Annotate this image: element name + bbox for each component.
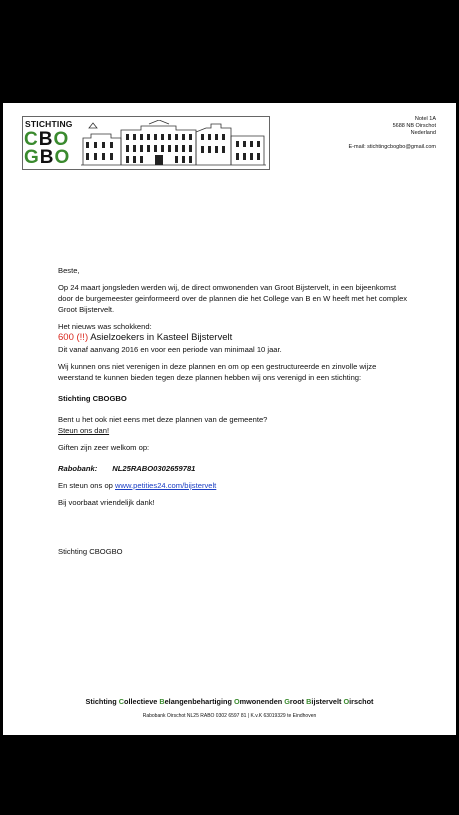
signature: Stichting CBOGBO: [58, 547, 123, 556]
footer-org-segment: B: [159, 697, 165, 706]
gifts-text: Giften zijn zeer welkom op:: [58, 443, 150, 452]
paragraph-news: Het nieuws was schokkend:: [58, 322, 152, 331]
greeting: Beste,: [58, 266, 80, 275]
headline-number: 600: [58, 332, 74, 343]
letter-body: [58, 265, 408, 557]
footer-org-line: [3, 697, 456, 706]
logo-gbo: GBO: [24, 147, 71, 168]
cbogbo-logo: [22, 116, 270, 170]
address-line: 5688 NB Oirschot: [392, 123, 436, 129]
footer-org-segment: elangenbehartiging: [164, 697, 234, 706]
footer-org-segment: irschot: [349, 697, 374, 706]
paragraph-resistance: Wij kunnen ons niet verenigen in deze plannen en om op een gestructureerde en zinvolle wijze weerstand te kunnen bieden tegen deze plannen hebben wij ons verenigd in een stichting:: [58, 362, 377, 382]
footer-org-segment: O: [233, 697, 240, 706]
paragraph-intro: Op 24 maart jongsleden werden wij, de direct omwonenden van Groot Bijstervelt, in een bijeenkomst door de burgemeester geinformeerd over de plannen die het College van B en W heeft met het complex Groot Bijstervelt.: [58, 283, 408, 314]
logo-stichting: STICHTING: [25, 119, 73, 129]
paragraph-period: Dit vanaf aanvang 2016 en voor een periode van minimaal 10 jaar.: [58, 345, 282, 354]
footer-org-segment: G: [284, 697, 290, 706]
question: Bent u het ook niet eens met deze plannen van de gemeente?: [58, 415, 268, 424]
bank-iban: NL25RABO0302659781: [112, 464, 196, 473]
email-line: E-mail: stichtingcbogbo@gmail.com: [348, 144, 436, 150]
headline: [58, 332, 408, 344]
address-block: [393, 116, 436, 137]
castle-illustration: [81, 120, 266, 166]
logo-cbo: CBO: [24, 129, 70, 150]
petition-link[interactable]: www.petities24.com/bijstervelt: [115, 481, 217, 490]
petition-line: En steun ons op www.petities24.com/bijstervelt: [58, 481, 217, 490]
thanks: Bij voorbaat vriendelijk dank!: [58, 498, 155, 507]
bank-line: [58, 463, 408, 474]
footer-org-segment: ollectieve: [124, 697, 160, 706]
footer-org-segment: mwonenden: [239, 697, 285, 706]
footer-org-segment: O: [343, 697, 350, 706]
footer-org-segment: root: [289, 697, 307, 706]
footer-bank-line: Rabobank Oirschot NL25 RABO 0302 6597 81 | K.v.K 63019329 te Eindhoven: [142, 713, 317, 719]
footer-org-segment: B: [306, 697, 312, 706]
address-line: Notel 1A: [414, 116, 436, 122]
support-link[interactable]: Steun ons dan!: [58, 426, 110, 435]
headline-exclaim: (!!): [76, 332, 89, 343]
bank-label: Rabobank:: [58, 464, 98, 473]
headline-text: Asielzoekers in Kasteel Bijstervelt: [88, 332, 233, 343]
footer-org-segment: ijstervelt: [311, 697, 344, 706]
letter-page: [3, 103, 456, 735]
org-name: Stichting CBOGBO: [58, 394, 127, 403]
address-line: Nederland: [410, 130, 436, 136]
footer-org-segment: C: [118, 697, 125, 706]
footer-org-segment: Stichting: [85, 697, 119, 706]
